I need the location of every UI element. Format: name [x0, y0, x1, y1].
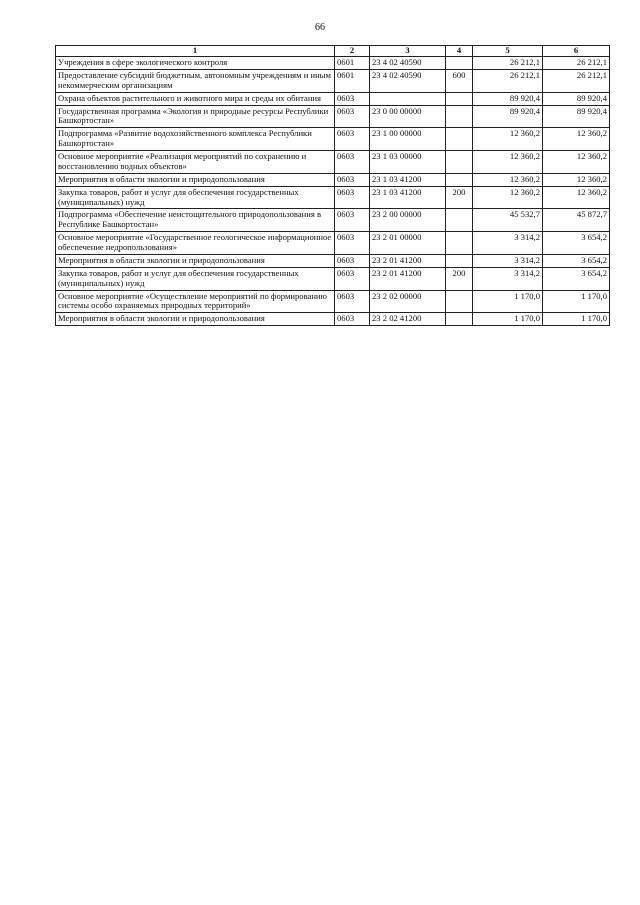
expense-type-cell	[446, 173, 473, 186]
row-name-cell: Закупка товаров, работ и услуг для обеспечения государственных (муниципальных) нужд	[56, 267, 335, 290]
amount-col5-cell: 3 314,2	[473, 232, 543, 255]
amount-col5-cell: 12 360,2	[473, 173, 543, 186]
section-code-cell: 0603	[335, 128, 370, 151]
target-code-cell: 23 2 00 00000	[370, 209, 446, 232]
amount-col6-cell: 12 360,2	[543, 151, 610, 174]
amount-col6-cell: 12 360,2	[543, 128, 610, 151]
header-cell: 5	[473, 46, 543, 57]
header-cell: 2	[335, 46, 370, 57]
row-name-cell: Охрана объектов растительного и животного мира и среды их обитания	[56, 92, 335, 105]
amount-col5-cell: 1 170,0	[473, 313, 543, 326]
target-code-cell: 23 2 01 00000	[370, 232, 446, 255]
amount-col5-cell: 1 170,0	[473, 290, 543, 313]
table-row	[56, 69, 610, 92]
expense-type-cell	[446, 128, 473, 151]
amount-col5-cell: 26 212,1	[473, 57, 543, 70]
section-code-cell: 0603	[335, 105, 370, 128]
row-name-cell: Закупка товаров, работ и услуг для обеспечения государственных (муниципальных) нужд	[56, 186, 335, 209]
expense-type-cell	[446, 290, 473, 313]
section-code-cell: 0603	[335, 209, 370, 232]
target-code-cell: 23 4 02 40590	[370, 57, 446, 70]
target-code-cell: 23 2 02 00000	[370, 290, 446, 313]
amount-col6-cell: 12 360,2	[543, 186, 610, 209]
expense-type-cell	[446, 254, 473, 267]
amount-col6-cell: 3 654,2	[543, 232, 610, 255]
amount-col6-cell: 12 360,2	[543, 173, 610, 186]
expense-type-cell: 200	[446, 186, 473, 209]
header-cell: 6	[543, 46, 610, 57]
section-code-cell: 0603	[335, 232, 370, 255]
section-code-cell: 0603	[335, 173, 370, 186]
amount-col6-cell: 1 170,0	[543, 313, 610, 326]
page-number: 66	[315, 22, 325, 33]
table-body	[56, 57, 610, 326]
amount-col5-cell: 3 314,2	[473, 267, 543, 290]
section-code-cell: 0603	[335, 267, 370, 290]
amount-col6-cell: 89 920,4	[543, 105, 610, 128]
row-name-cell: Мероприятия в области экологии и природопользования	[56, 313, 335, 326]
amount-col6-cell: 1 170,0	[543, 290, 610, 313]
section-code-cell: 0603	[335, 151, 370, 174]
target-code-cell: 23 1 03 41200	[370, 173, 446, 186]
expense-type-cell	[446, 232, 473, 255]
row-name-cell: Основное мероприятие «Осуществление мероприятий по формированию системы особо охраняемых природных территорий»	[56, 290, 335, 313]
table-row	[56, 186, 610, 209]
table-row	[56, 128, 610, 151]
section-code-cell: 0603	[335, 92, 370, 105]
table-row	[56, 92, 610, 105]
table-row	[56, 209, 610, 232]
section-code-cell: 0601	[335, 69, 370, 92]
target-code-cell: 23 1 03 41200	[370, 186, 446, 209]
target-code-cell: 23 2 01 41200	[370, 254, 446, 267]
row-name-cell: Государственная программа «Экология и природные ресурсы Республики Башкортостан»	[56, 105, 335, 128]
amount-col5-cell: 3 314,2	[473, 254, 543, 267]
row-name-cell: Мероприятия в области экологии и природопользования	[56, 173, 335, 186]
target-code-cell: 23 4 02 40590	[370, 69, 446, 92]
expense-type-cell	[446, 151, 473, 174]
expense-type-cell	[446, 57, 473, 70]
row-name-cell: Предоставление субсидий бюджетным, автономным учреждениям и иным некоммерческим организациям	[56, 69, 335, 92]
table-row	[56, 267, 610, 290]
target-code-cell: 23 2 02 41200	[370, 313, 446, 326]
amount-col5-cell: 89 920,4	[473, 105, 543, 128]
expense-type-cell: 600	[446, 69, 473, 92]
target-code-cell: 23 1 00 00000	[370, 128, 446, 151]
section-code-cell: 0603	[335, 313, 370, 326]
amount-col5-cell: 12 360,2	[473, 186, 543, 209]
budget-table	[55, 45, 610, 326]
section-code-cell: 0603	[335, 186, 370, 209]
amount-col6-cell: 26 212,1	[543, 57, 610, 70]
section-code-cell: 0603	[335, 290, 370, 313]
row-name-cell: Основное мероприятие «Реализация мероприятий по сохранению и восстановлению водных объектов»	[56, 151, 335, 174]
expense-type-cell: 200	[446, 267, 473, 290]
table-row	[56, 290, 610, 313]
amount-col5-cell: 26 212,1	[473, 69, 543, 92]
amount-col6-cell: 3 654,2	[543, 267, 610, 290]
table-row	[56, 173, 610, 186]
table-row	[56, 57, 610, 70]
expense-type-cell	[446, 209, 473, 232]
target-code-cell: 23 0 00 00000	[370, 105, 446, 128]
table-row	[56, 105, 610, 128]
row-name-cell: Подпрограмма «Обеспечение неистощительного природопользования в Республике Башкортостан»	[56, 209, 335, 232]
row-name-cell: Подпрограмма «Развитие водохозяйственного комплекса Республики Башкортостан»	[56, 128, 335, 151]
row-name-cell: Учреждения в сфере экологического контроля	[56, 57, 335, 70]
amount-col6-cell: 26 212,1	[543, 69, 610, 92]
target-code-cell: 23 2 01 41200	[370, 267, 446, 290]
amount-col6-cell: 45 872,7	[543, 209, 610, 232]
header-row	[56, 46, 610, 57]
table-row	[56, 254, 610, 267]
section-code-cell: 0601	[335, 57, 370, 70]
table-row	[56, 313, 610, 326]
table-row	[56, 151, 610, 174]
header-cell: 1	[56, 46, 335, 57]
amount-col6-cell: 3 654,2	[543, 254, 610, 267]
expense-type-cell	[446, 105, 473, 128]
amount-col5-cell: 89 920,4	[473, 92, 543, 105]
amount-col5-cell: 45 532,7	[473, 209, 543, 232]
header-cell: 4	[446, 46, 473, 57]
header-cell: 3	[370, 46, 446, 57]
target-code-cell	[370, 92, 446, 105]
row-name-cell: Основное мероприятие «Государственное геологическое информационное обеспечение недропользования»	[56, 232, 335, 255]
section-code-cell: 0603	[335, 254, 370, 267]
amount-col6-cell: 89 920,4	[543, 92, 610, 105]
amount-col5-cell: 12 360,2	[473, 128, 543, 151]
row-name-cell: Мероприятия в области экологии и природопользования	[56, 254, 335, 267]
table-row	[56, 232, 610, 255]
target-code-cell: 23 1 03 00000	[370, 151, 446, 174]
expense-type-cell	[446, 313, 473, 326]
amount-col5-cell: 12 360,2	[473, 151, 543, 174]
expense-type-cell	[446, 92, 473, 105]
